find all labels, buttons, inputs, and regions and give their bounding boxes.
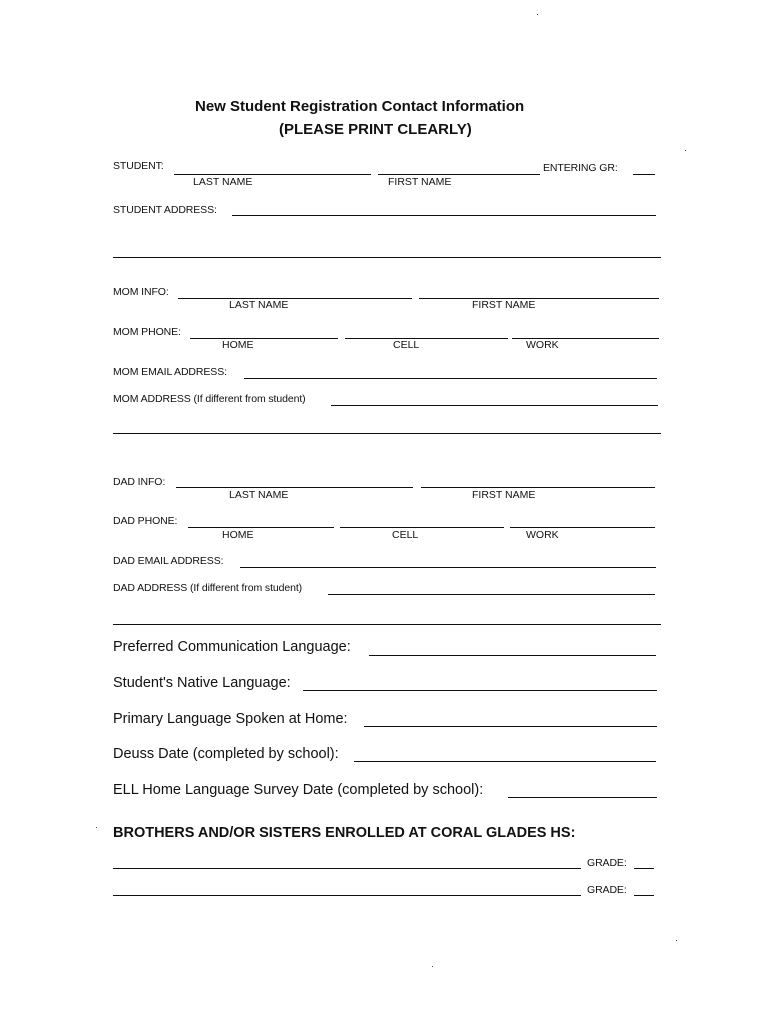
student-last-name-field[interactable] xyxy=(174,174,371,175)
student-address-line-2[interactable] xyxy=(113,257,661,258)
mom-cell-caption: CELL xyxy=(393,339,420,351)
dad-cell-phone-field[interactable] xyxy=(340,527,504,528)
dad-info-label: DAD INFO: xyxy=(113,476,166,488)
dad-work-phone-field[interactable] xyxy=(510,527,655,528)
mom-info-label: MOM INFO: xyxy=(113,286,169,298)
dad-last-name-caption: LAST NAME xyxy=(229,489,289,501)
native-language-label: Student's Native Language: xyxy=(113,675,291,691)
dad-email-field[interactable] xyxy=(240,567,656,568)
mom-home-phone-field[interactable] xyxy=(190,338,338,339)
deuss-date-label: Deuss Date (completed by school): xyxy=(113,746,339,762)
form-title: New Student Registration Contact Information xyxy=(195,98,525,115)
mom-first-name-caption: FIRST NAME xyxy=(472,299,536,311)
student-first-name-field[interactable] xyxy=(378,174,540,175)
native-language-field[interactable] xyxy=(303,690,657,691)
dad-address-label: DAD ADDRESS (If different from student) xyxy=(113,582,303,594)
dad-last-name-field[interactable] xyxy=(176,487,413,488)
form-subtitle: (PLEASE PRINT CLEARLY) xyxy=(279,121,472,138)
student-address-field[interactable] xyxy=(232,215,656,216)
student-grade-label: ENTERING GR: xyxy=(543,162,618,174)
sibling-grade-label-2: GRADE: xyxy=(587,884,627,896)
scan-speck xyxy=(432,966,433,967)
sibling-name-field-1[interactable] xyxy=(113,868,581,869)
dad-address-line-2[interactable] xyxy=(113,624,661,625)
student-label: STUDENT: xyxy=(113,160,164,172)
student-first-name-caption: FIRST NAME xyxy=(388,176,452,188)
scan-speck xyxy=(676,940,677,941)
sibling-name-field-2[interactable] xyxy=(113,895,581,896)
dad-home-phone-field[interactable] xyxy=(188,527,334,528)
ell-survey-date-label: ELL Home Language Survey Date (completed by school): xyxy=(113,782,484,798)
student-address-label: STUDENT ADDRESS: xyxy=(113,204,217,216)
student-last-name-caption: LAST NAME xyxy=(193,176,253,188)
scan-speck xyxy=(96,827,97,828)
siblings-heading: BROTHERS AND/OR SISTERS ENROLLED AT CORAL GLADES HS: xyxy=(113,825,576,841)
mom-address-label: MOM ADDRESS (If different from student) xyxy=(113,393,306,405)
deuss-date-field[interactable] xyxy=(354,761,656,762)
mom-address-line-2[interactable] xyxy=(113,433,661,434)
mom-last-name-field[interactable] xyxy=(178,298,412,299)
sibling-grade-field-2[interactable] xyxy=(634,895,654,896)
mom-cell-phone-field[interactable] xyxy=(345,338,508,339)
dad-address-field[interactable] xyxy=(328,594,655,595)
scan-speck xyxy=(537,14,538,15)
preferred-language-label: Preferred Communication Language: xyxy=(113,639,351,655)
dad-cell-caption: CELL xyxy=(392,529,419,541)
mom-email-label: MOM EMAIL ADDRESS: xyxy=(113,366,227,378)
dad-email-label: DAD EMAIL ADDRESS: xyxy=(113,555,224,567)
mom-first-name-field[interactable] xyxy=(419,298,659,299)
sibling-grade-label-1: GRADE: xyxy=(587,857,627,869)
mom-work-caption: WORK xyxy=(526,339,559,351)
sibling-grade-field-1[interactable] xyxy=(634,868,654,869)
mom-last-name-caption: LAST NAME xyxy=(229,299,289,311)
dad-phone-label: DAD PHONE: xyxy=(113,515,178,527)
dad-work-caption: WORK xyxy=(526,529,559,541)
primary-language-label: Primary Language Spoken at Home: xyxy=(113,711,348,727)
ell-survey-date-field[interactable] xyxy=(508,797,657,798)
preferred-language-field[interactable] xyxy=(369,655,656,656)
mom-home-caption: HOME xyxy=(222,339,254,351)
primary-language-field[interactable] xyxy=(364,726,657,727)
mom-phone-label: MOM PHONE: xyxy=(113,326,181,338)
scan-speck xyxy=(685,150,686,151)
dad-first-name-field[interactable] xyxy=(421,487,655,488)
mom-email-field[interactable] xyxy=(244,378,657,379)
student-grade-field[interactable] xyxy=(633,174,655,175)
dad-first-name-caption: FIRST NAME xyxy=(472,489,536,501)
dad-home-caption: HOME xyxy=(222,529,254,541)
mom-address-field[interactable] xyxy=(331,405,658,406)
